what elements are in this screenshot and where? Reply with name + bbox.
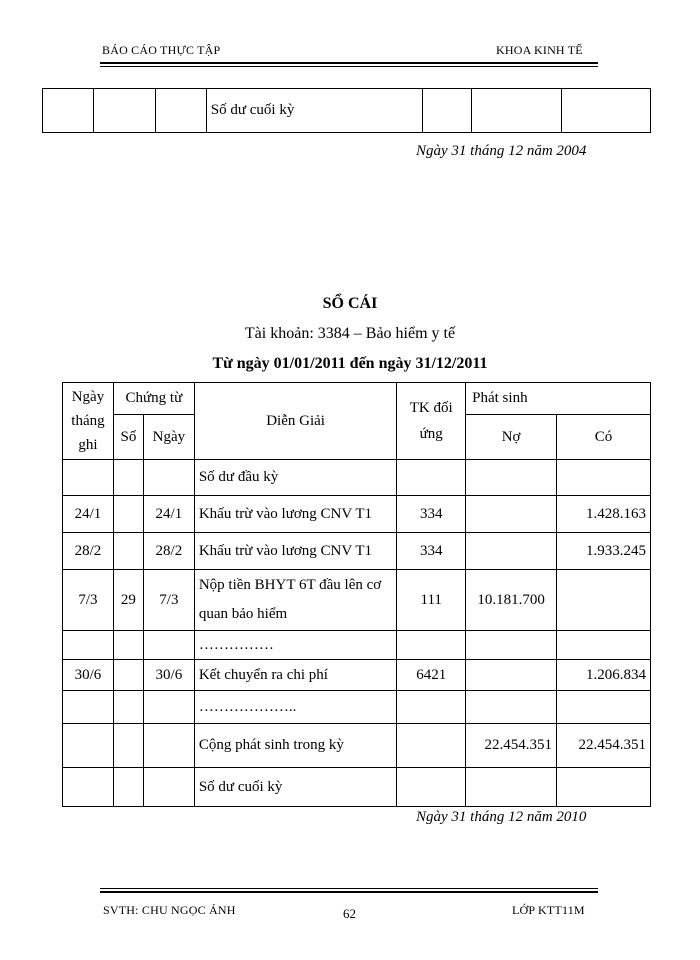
row-description: ………………..: [194, 691, 396, 724]
row-description: Khấu trừ vào lương CNV T1: [194, 533, 396, 570]
header-right: KHOA KINH TẾ: [496, 43, 583, 57]
footer-rule-top: [100, 888, 598, 889]
col-header-description: Diễn Giải: [194, 383, 396, 460]
row-description: Số dư cuối kỳ: [194, 768, 396, 807]
row-description: Số dư đầu kỳ: [194, 460, 396, 496]
header-rule-bottom: [100, 66, 598, 67]
col-header-date: Ngày tháng ghi: [63, 383, 114, 460]
header-rule-top: [100, 62, 598, 64]
table-row: 30/6 30/6 Kết chuyển ra chi phí 6421 1.206.834: [63, 660, 651, 691]
footer-left: SVTH: CHU NGỌC ÁNH: [103, 903, 236, 917]
ledger-period: Từ ngày 01/01/2011 đến ngày 31/12/2011: [212, 355, 488, 372]
table-row: [63, 768, 651, 807]
col-header-arising: Phát sinh: [466, 383, 651, 415]
col-header-contra: TK đối ứng: [397, 383, 466, 460]
table-row: 7/3 29 7/3 Nộp tiền BHYT 6T đầu lên cơ quan bảo hiểm 111 10.181.700: [63, 570, 651, 631]
row-description: Nộp tiền BHYT 6T đầu lên cơ quan bảo hiểm: [194, 570, 396, 631]
table-row: Cộng phát sinh trong kỳ 22.454.351 22.454.351: [63, 724, 651, 768]
table-row: [63, 691, 651, 724]
table-row: 24/1 24/1 Khấu trừ vào lương CNV T1 334 1.428.163: [63, 496, 651, 533]
top-date: Ngày 31 tháng 12 năm 2004: [416, 143, 587, 159]
row-description: Cộng phát sinh trong kỳ: [194, 724, 396, 768]
footer-right: LỚP KTT11M: [512, 903, 585, 917]
table-row: [63, 460, 651, 496]
bottom-date: Ngày 31 tháng 12 năm 2010: [416, 809, 587, 825]
col-header-voucher-no: Số: [113, 415, 143, 460]
table-row: 28/2 28/2 Khấu trừ vào lương CNV T1 334 1.933.245: [63, 533, 651, 570]
header-left: BÁO CÁO THỰC TẬP: [102, 43, 221, 57]
ledger-table: [62, 382, 651, 807]
col-header-debit: Nợ: [466, 415, 557, 460]
col-header-voucher: Chứng từ: [113, 383, 194, 415]
page-number: 62: [343, 906, 356, 921]
top-table: [42, 88, 651, 133]
row-description: ……………: [194, 631, 396, 660]
ledger-title: SỔ CÁI: [322, 295, 378, 312]
col-header-voucher-date: Ngày: [143, 415, 194, 460]
col-header-credit: Có: [557, 415, 651, 460]
row-description: Kết chuyển ra chi phí: [194, 660, 396, 691]
row-description: Khấu trừ vào lương CNV T1: [194, 496, 396, 533]
footer-rule-bottom: [100, 891, 598, 893]
ledger-account: Tài khoản: 3384 – Bảo hiểm y tế: [244, 325, 456, 342]
top-table-label: Số dư cuối kỳ: [206, 89, 422, 133]
table-row: [63, 631, 651, 660]
